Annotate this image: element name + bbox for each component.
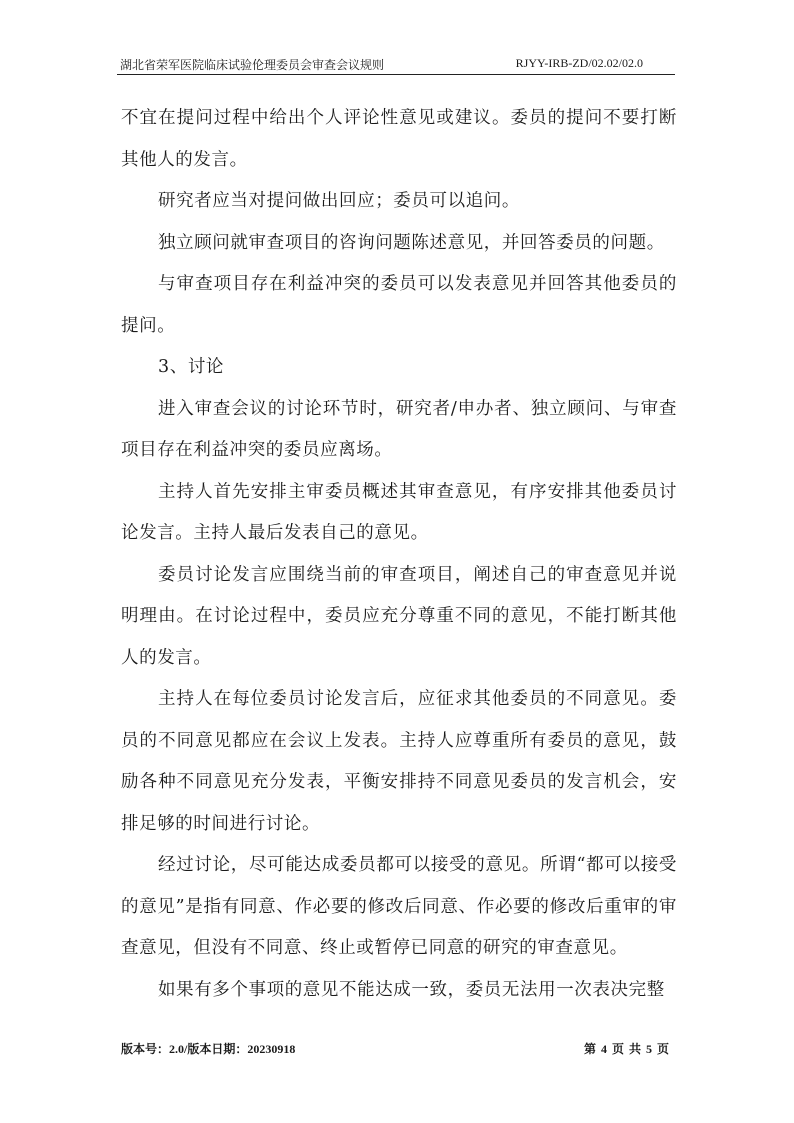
footer-page-number: 第 4 页 共 5 页: [583, 1042, 669, 1056]
header-document-title: 湖北省荣军医院临床试验伦理委员会审查会议规则: [120, 58, 385, 72]
footer-version-info: 版本号：2.0/版本日期：20230918: [121, 1042, 296, 1056]
paragraph: 经过讨论，尽可能达成委员都可以接受的意见。所谓“都可以接受的意见”是指有同意、作必要的修改后同意、作必要的修改后重审的审查意见，但没有不同意、终止或暂停已同意的研究的审查意见。: [121, 855, 677, 958]
paragraph: 独立顾问就审查项目的咨询问题陈述意见，并回答委员的问题。: [158, 232, 665, 253]
page-header: [117, 54, 675, 75]
header-document-code: RJYY-IRB-ZD/02.02/02.0: [515, 56, 643, 70]
paragraph-continued: 不宜在提问过程中给出个人评论性意见或建议。委员的提问不要打断其他人的发言。: [121, 108, 677, 170]
document-body: [121, 98, 677, 1011]
section-heading: 3、讨论: [158, 357, 225, 377]
page-footer: [121, 1040, 669, 1060]
paragraph: 进入审查会议的讨论环节时，研究者/申办者、独立顾问、与审查项目存在利益冲突的委员应离场。: [121, 398, 677, 460]
paragraph: 主持人首先安排主审委员概述其审查意见，有序安排其他委员讨论发言。主持人最后发表自己的意见。: [121, 481, 677, 543]
paragraph: 如果有多个事项的意见不能达成一致，委员无法用一次表决完整: [158, 979, 665, 1000]
paragraph: 委员讨论发言应围绕当前的审查项目，阐述自己的审查意见并说明理由。在讨论过程中，委员应充分尊重不同的意见，不能打断其他人的发言。: [121, 564, 677, 668]
paragraph: 研究者应当对提问做出回应；委员可以追问。: [158, 191, 520, 211]
paragraph: 主持人在每位委员讨论发言后，应征求其他委员的不同意见。委员的不同意见都应在会议上发表。主持人应尊重所有委员的意见，鼓励各种不同意见充分发表，平衡安排持不同意见委员的发言机会，安排足够的时间进行讨论。: [121, 689, 677, 834]
paragraph: 与审查项目存在利益冲突的委员可以发表意见并回答其他委员的提问。: [121, 274, 677, 336]
